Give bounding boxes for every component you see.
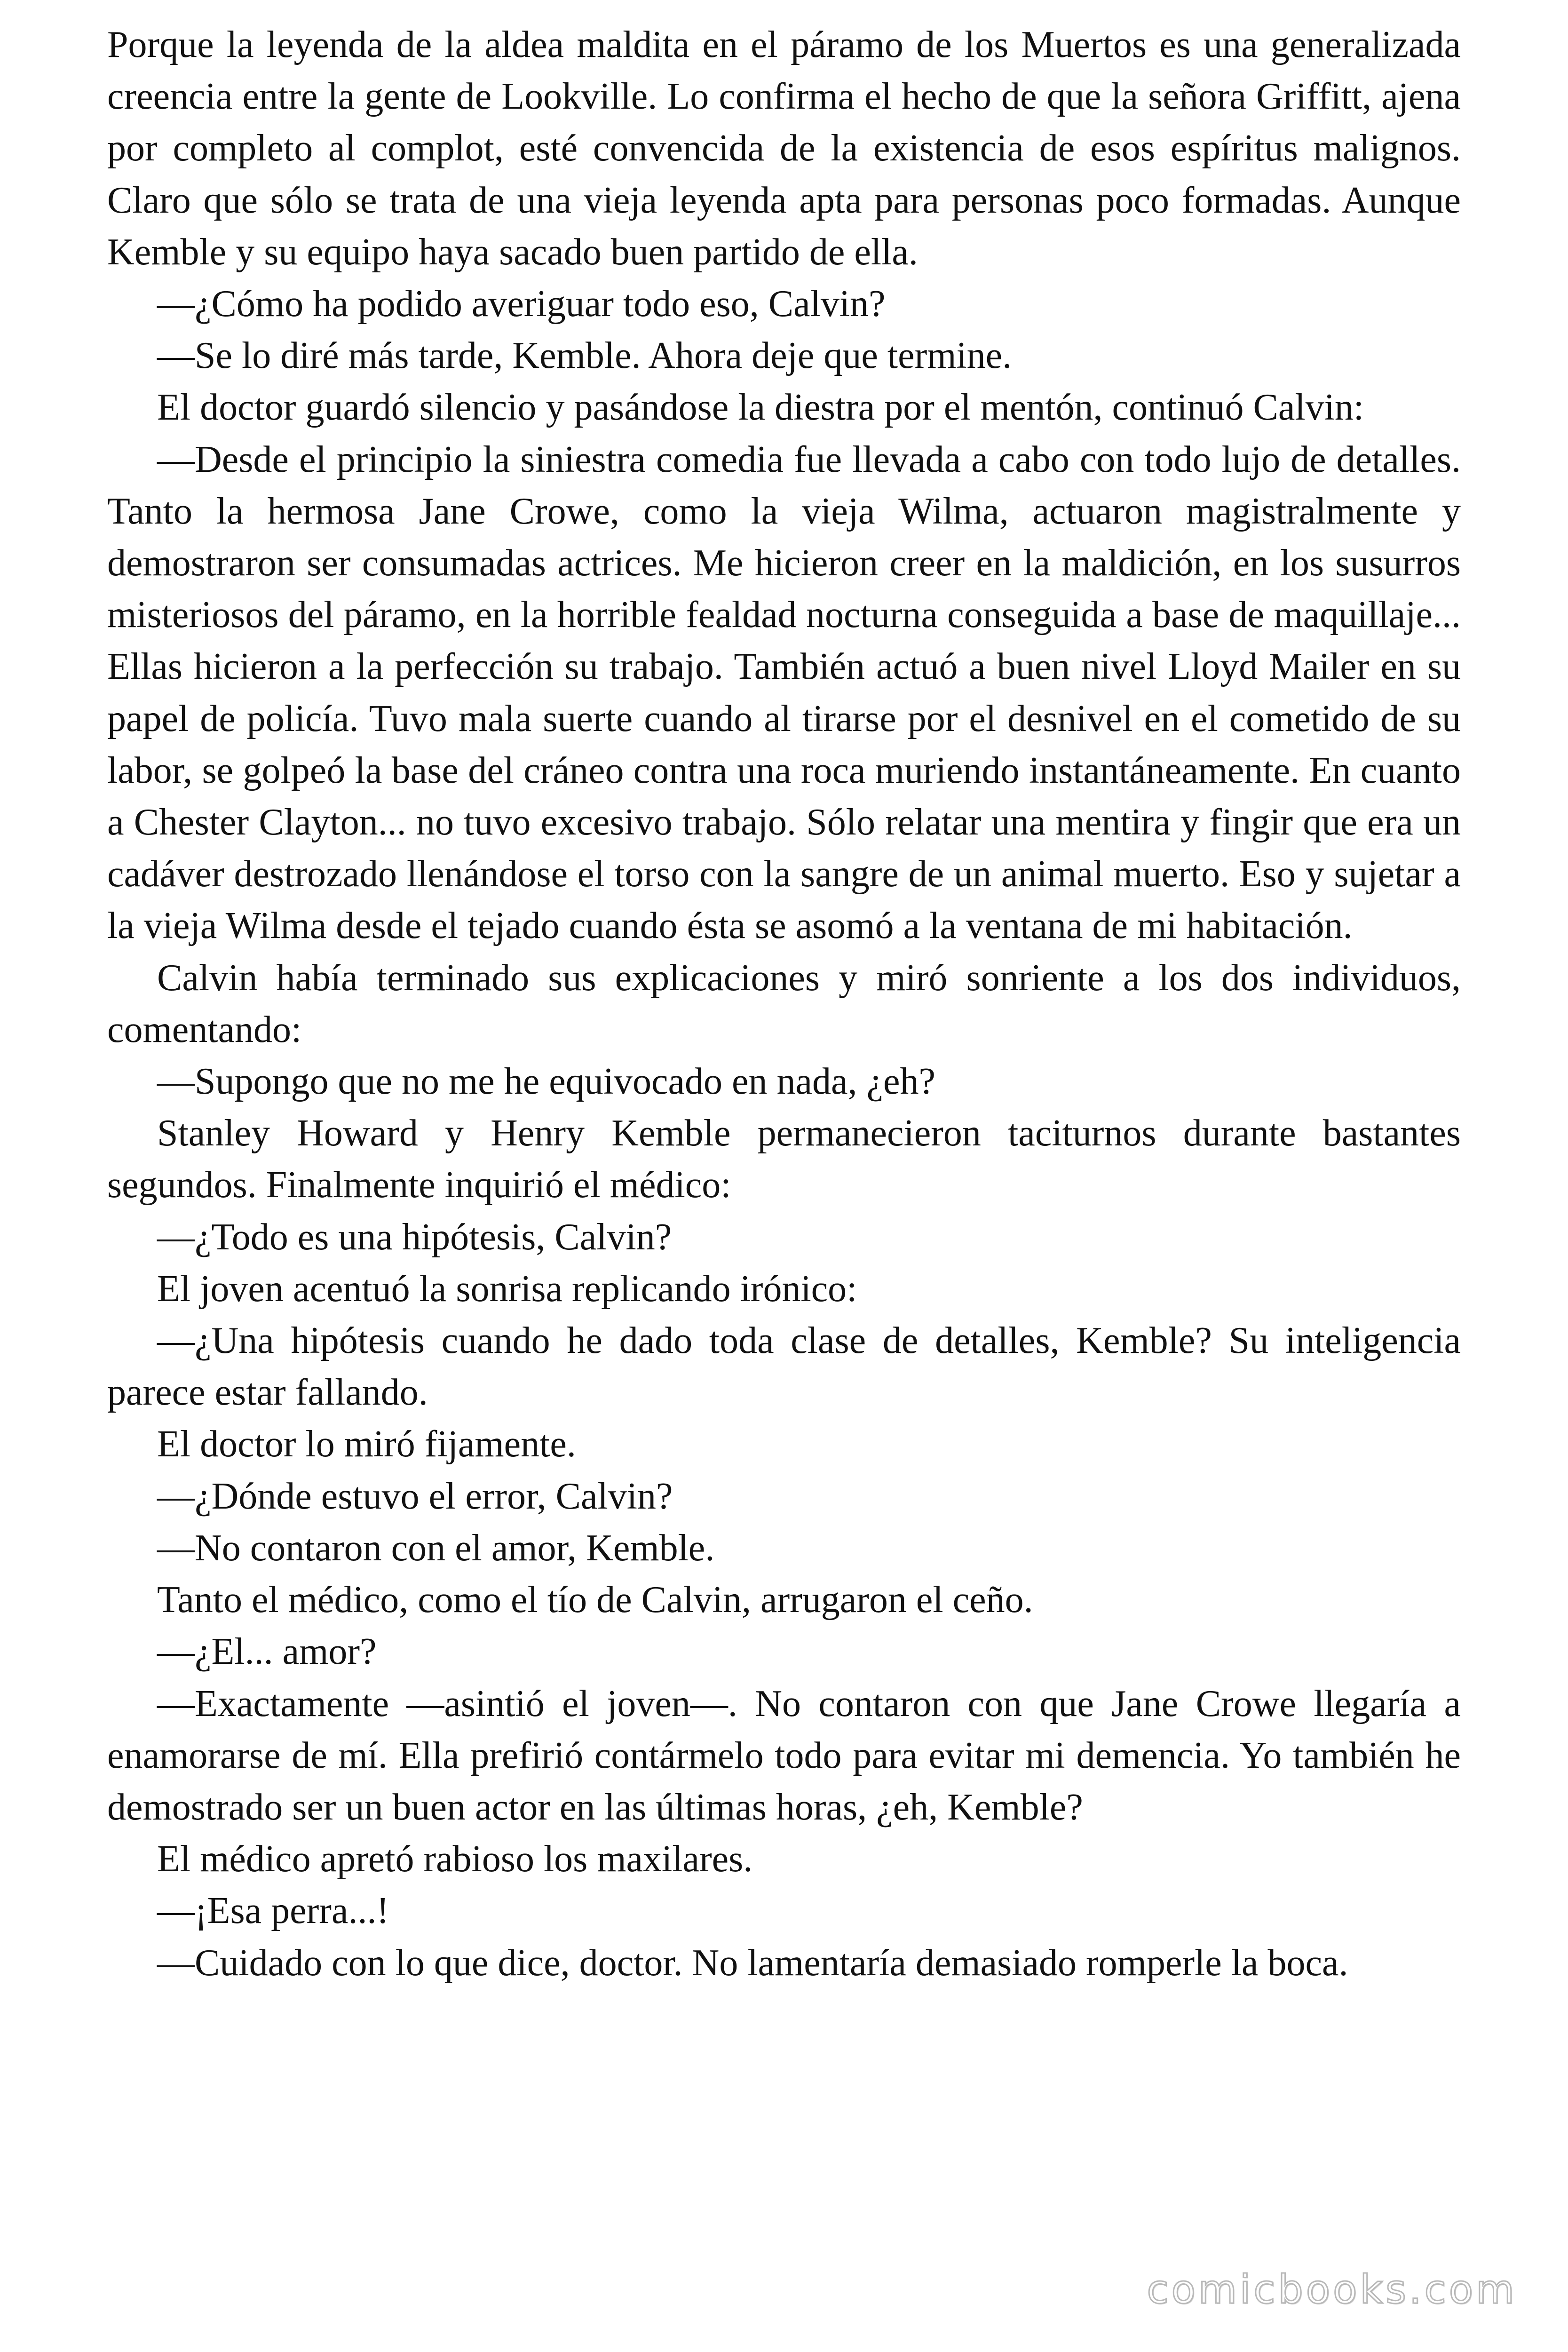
paragraph: El joven acentuó la sonrisa replicando irónico: xyxy=(157,1268,857,1310)
paragraph: Tanto el médico, como el tío de Calvin, arrugaron el ceño. xyxy=(157,1579,1033,1621)
document-page xyxy=(107,19,1461,1989)
paragraph: —Supongo que no me he equivocado en nada, ¿eh? xyxy=(157,1061,936,1103)
paragraph: Porque la leyenda de la aldea maldita en el páramo de los Muertos es una generalizada creencia entre la gente de Lookville. Lo confirma el hecho de que la señora Griffitt, ajena por completo al complot, esté convencida de la existencia de esos espíritus malignos. Claro que sólo se trata de una vieja leyenda apta para personas poco formadas. Aunque Kemble y su equipo haya sacado buen partido de ella. xyxy=(107,24,1461,273)
paragraph: —¿Cómo ha podido averiguar todo eso, Calvin? xyxy=(157,283,886,325)
paragraph: —No contaron con el amor, Kemble. xyxy=(157,1527,715,1569)
paragraph: —Exactamente —asintió el joven—. No contaron con que Jane Crowe llegaría a enamorarse de mí. Ella prefirió contármelo todo para evitar mi demencia. Yo también he demostrado ser un buen actor en las últimas horas, ¿eh, Kemble? xyxy=(107,1683,1461,1828)
paragraph: —Se lo diré más tarde, Kemble. Ahora deje que termine. xyxy=(157,335,1012,377)
paragraph: El doctor lo miró fijamente. xyxy=(157,1423,576,1465)
paragraph: —¿Dónde estuvo el error, Calvin? xyxy=(157,1475,673,1517)
watermark-text: comicbooks.com xyxy=(1147,2266,1517,2312)
paragraph: Calvin había terminado sus explicaciones y miró sonriente a los dos individuos, comentando: xyxy=(107,957,1461,1050)
paragraph: El médico apretó rabioso los maxilares. xyxy=(157,1838,753,1880)
paragraph: El doctor guardó silencio y pasándose la diestra por el mentón, continuó Calvin: xyxy=(157,387,1364,429)
paragraph: —¿Una hipótesis cuando he dado toda clase de detalles, Kemble? Su inteligencia parece estar fallando. xyxy=(107,1320,1461,1414)
paragraph: —Cuidado con lo que dice, doctor. No lamentaría demasiado romperle la boca. xyxy=(157,1942,1348,1984)
paragraph: —¿El... amor? xyxy=(157,1631,377,1673)
paragraph: —¡Esa perra...! xyxy=(157,1890,389,1932)
paragraph: Stanley Howard y Henry Kemble permanecieron taciturnos durante bastantes segundos. Finalmente inquirió el médico: xyxy=(107,1112,1461,1206)
paragraph: —¿Todo es una hipótesis, Calvin? xyxy=(157,1216,672,1258)
paragraph: —Desde el principio la siniestra comedia fue llevada a cabo con todo lujo de detalles. Tanto la hermosa Jane Crowe, como la vieja Wilma, actuaron magistralmente y demostraron ser consumadas actrices. Me hicieron creer en la maldición, en los susurros misteriosos del páramo, en la horrible fealdad nocturna conseguida a base de maquillaje... Ellas hicieron a la perfección su trabajo. También actuó a buen nivel Lloyd Mailer en su papel de policía. Tuvo mala suerte cuando al tirarse por el desnivel en el cometido de su labor, se golpeó la base del cráneo contra una roca muriendo instantáneamente. En cuanto a Chester Clayton... no tuvo excesivo trabajo. Sólo relatar una mentira y fingir que era un cadáver destrozado llenándose el torso con la sangre de un animal muerto. Eso y sujetar a la vieja Wilma desde el tejado cuando ésta se asomó a la ventana de mi habitación. xyxy=(107,438,1461,947)
